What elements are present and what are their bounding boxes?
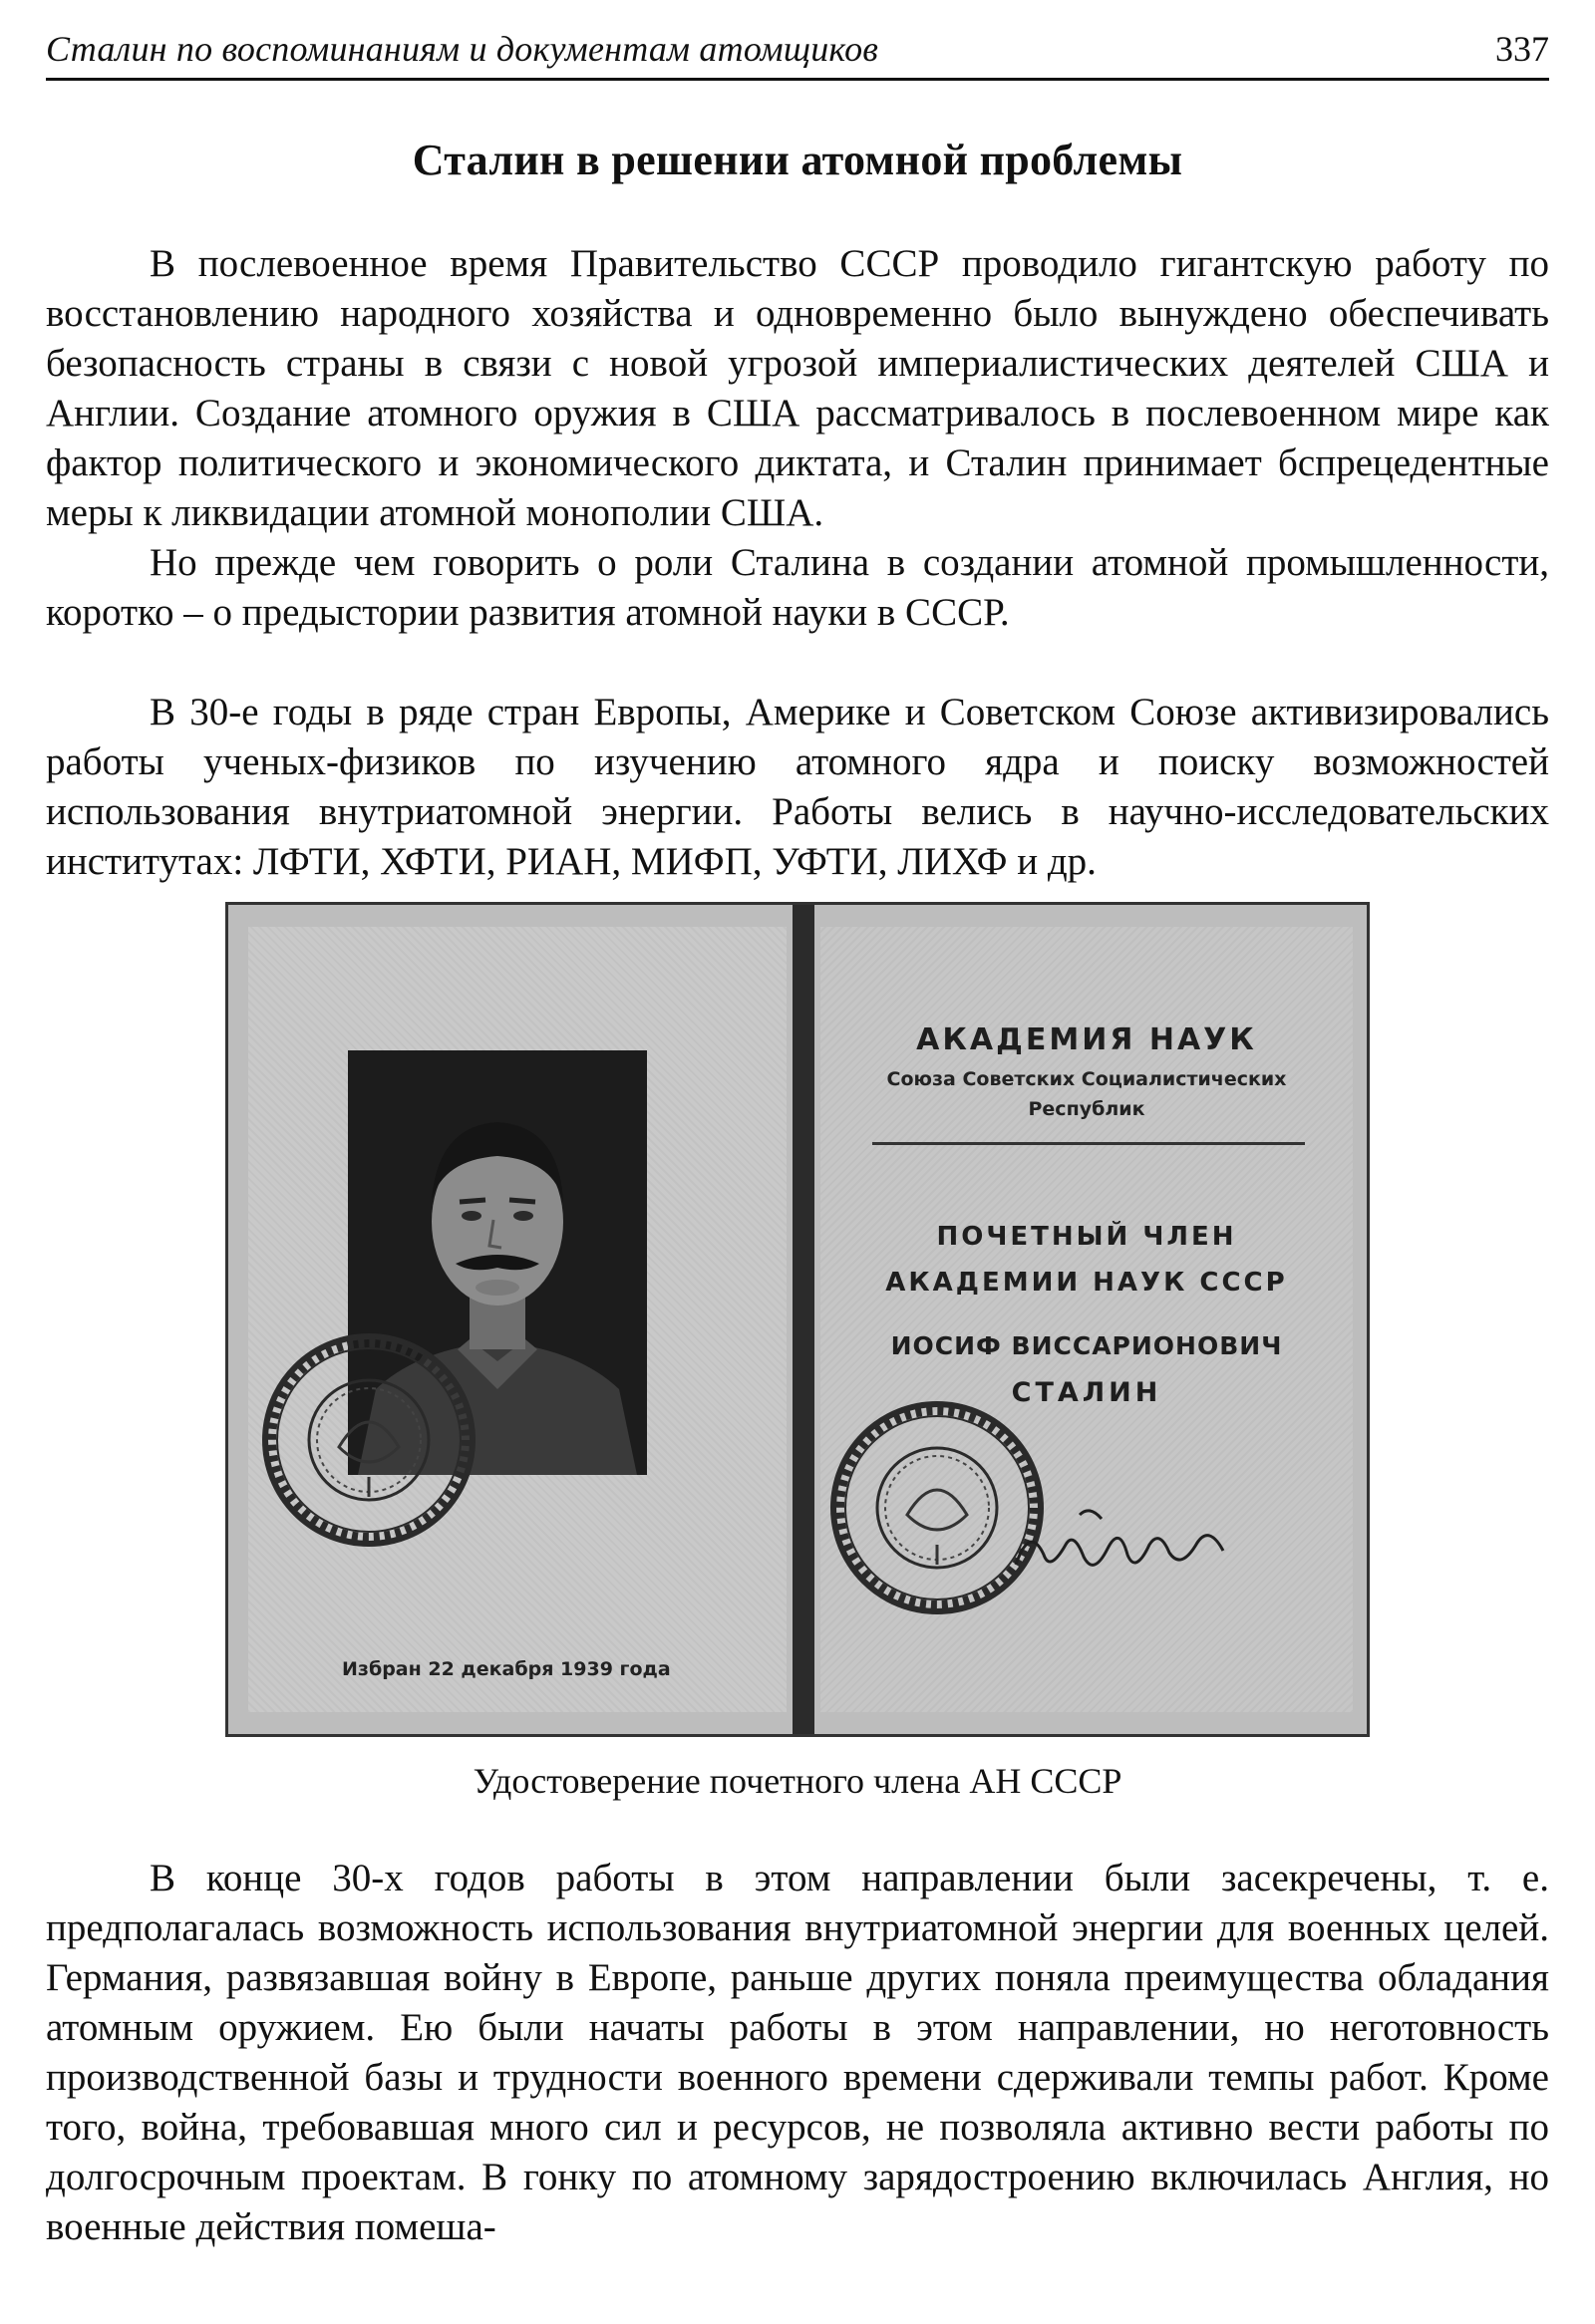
chapter-title: Сталин в решении атомной проблемы (412, 136, 1183, 184)
running-title: Сталин по воспоминаниям и документам атомщиков (46, 29, 879, 69)
honorary-title: АКАДЕМИИ НАУК СССР (885, 1268, 1288, 1298)
page-number: 337 (1495, 29, 1549, 69)
academy-subtitle: Республик (1028, 1098, 1145, 1120)
divider (872, 1142, 1305, 1145)
paragraph: В 30-е годы в ряде стран Европы, Америке и Советском Союзе активизировались работы ученых-физиков по изучению атомного ядра и поиску возможностей использования внутриатомной энергии. Работы велись в научно-исследовательских институтах: ЛФТИ, ХФТИ, РИАН, МИФП, УФТИ, ЛИХФ и др. (46, 691, 1549, 883)
elected-date: Избран 22 декабря 1939 года (342, 1658, 671, 1680)
paragraph: Но прежде чем говорить о роли Сталина в создании атомной промышленности, коротко – о предыстории развития атомной науки в СССР. (46, 541, 1549, 634)
academy-title: АКАДЕМИЯ НАУК (916, 1022, 1257, 1057)
figure-caption: Удостоверение почетного члена АН СССР (473, 1761, 1122, 1801)
paragraph: В послевоенное время Правительство СССР проводило гигантскую работу по восстановлению народного хозяйства и одновременно было вынуждено обеспечивать безопасность страны в связи с новой угрозой империалистических деятелей США и Англии. Создание атомного оружия в США рассматривалось в послевоенном мире как фактор политического и экономического диктата, и Сталин принимает бспрецедентные меры к ликвидации атомной монополии США. (46, 242, 1549, 534)
text-block-thirties (46, 688, 1549, 887)
text-block-after-figure (46, 1854, 1549, 2252)
paragraph: В конце 30-х годов работы в этом направлении были засекречены, т. е. предполагалась возможность использования внутриатомной энергии для военных целей. Германия, развязавшая войну в Европе, раньше других поняла преимущества обладания атомным оружием. Ею были начаты работы в этом направлении, но неготовность производственной базы и трудности военного времени сдерживали темпы работ. Кроме того, война, требовавшая много сил и ресурсов, не позволяла активно вести работы по долгосрочным проектам. В гонку по атомному зарядостроению включилась Англия, но военные действия помеша- (46, 1857, 1549, 2248)
running-header (46, 22, 1549, 81)
academy-seal-icon (256, 1327, 481, 1553)
academy-subtitle: Союза Советских Социалистических (886, 1068, 1287, 1090)
certificate-left-page (248, 927, 787, 1712)
honorary-title: ПОЧЕТНЫЙ ЧЛЕН (936, 1222, 1237, 1252)
holder-name: ИОСИФ ВИССАРИОНОВИЧ (890, 1331, 1283, 1360)
certificate-figure (225, 902, 1370, 1737)
holder-name: СТАЛИН (1011, 1377, 1162, 1408)
certificate-spine (793, 905, 814, 1734)
text-block-intro (46, 239, 1549, 638)
signature-icon (1010, 1485, 1239, 1595)
certificate-right-page (820, 927, 1353, 1712)
